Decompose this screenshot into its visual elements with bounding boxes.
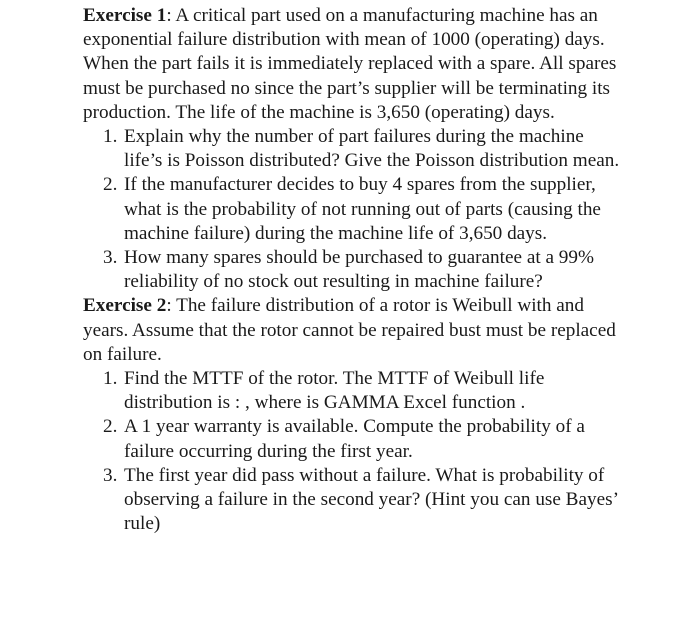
list-item-number: 2. [103, 416, 118, 438]
list-item [83, 464, 623, 537]
list-item [83, 125, 623, 173]
exercise-1-intro-text: : A critical part used on a manufacturing machine has an exponential failure distribution with mean of 1000 (operating) days. When the part fails it is immediately replaced with a spare. All spares must be purchased no since the part’s supplier will be terminating its production. The life of the machine is 3,650 (operating) days. [83, 5, 617, 123]
list-item-text: Find the MTTF of the rotor. The MTTF of Weibull life distribution is : , where is GAMMA Excel function . [124, 368, 545, 414]
list-item-text: If the manufacturer decides to buy 4 spares from the supplier, what is the probability of not running out of parts (causing the machine failure) during the machine life of 3,650 days. [124, 174, 601, 244]
list-item-number: 2. [103, 174, 118, 196]
exercise-2-intro [83, 294, 623, 367]
list-item-number: 3. [103, 247, 118, 269]
exercise-1-intro [83, 4, 623, 125]
list-item-number: 1. [103, 368, 118, 390]
list-item-text: The first year did pass without a failure. What is probability of observing a failure in the second year? (Hint you can use Bayes’ rule) [124, 464, 618, 535]
document-page [83, 4, 623, 536]
list-item [83, 246, 623, 294]
list-item-number: 3. [103, 464, 118, 486]
list-item [83, 415, 623, 463]
list-item-text: How many spares should be purchased to guarantee at a 99% reliability of no stock out resulting in machine failure? [124, 247, 594, 293]
list-item [83, 367, 623, 415]
exercise-1-heading: Exercise 1 [83, 5, 167, 26]
list-item [83, 173, 623, 246]
exercise-1-questions [83, 125, 623, 294]
list-item-text: Explain why the number of part failures during the machine life’s is Poisson distributed? Give the Poisson distribution mean. [124, 126, 620, 172]
list-item-number: 1. [103, 126, 118, 148]
exercise-2-intro-text: : The failure distribution of a rotor is Weibull with and years. Assume that the rotor cannot be repaired bust must be replaced on failure. [83, 295, 616, 365]
exercise-2-heading: Exercise 2 [83, 295, 167, 317]
list-item-text: A 1 year warranty is available. Compute the probability of a failure occurring during the first year. [124, 416, 585, 462]
exercise-2-questions [83, 367, 623, 536]
